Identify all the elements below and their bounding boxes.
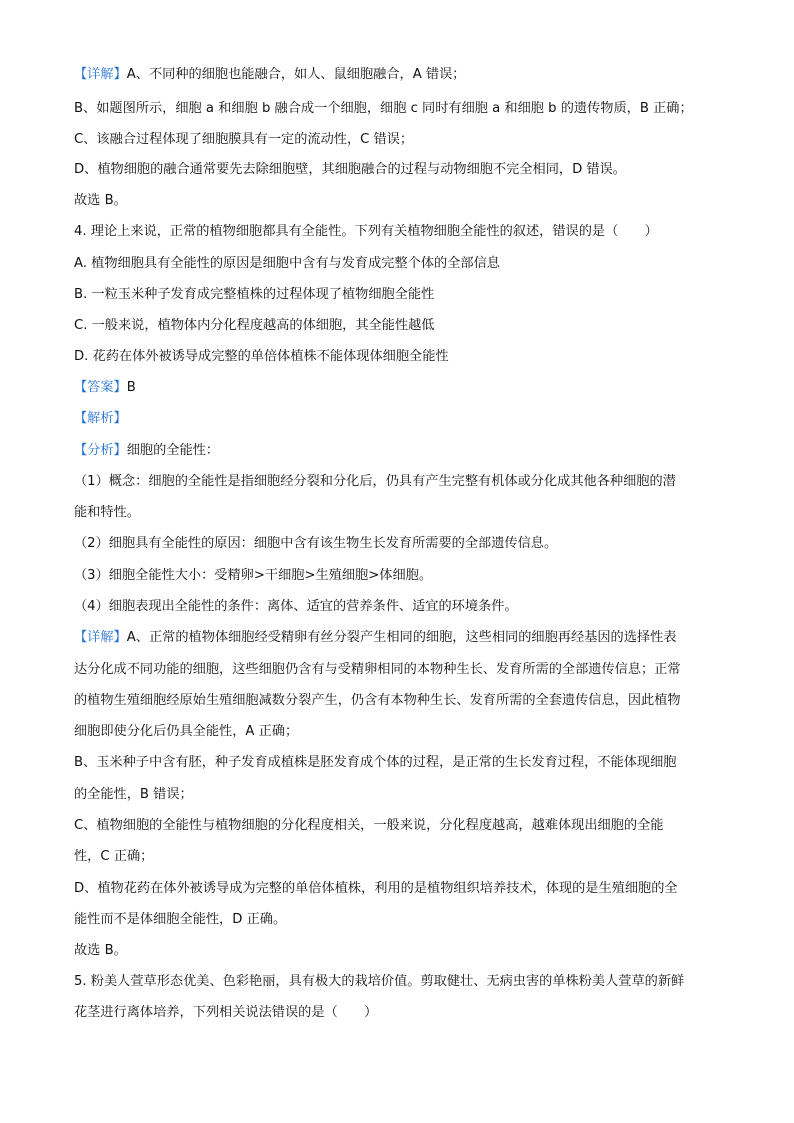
q4-stem: 4. 理论上来说，正常的植物细胞都具有全能性。下列有关植物细胞全能性的叙述，错误的是（ ） xyxy=(74,224,658,239)
q3-conclusion: 故选 B。 xyxy=(74,193,127,208)
q4-fenxi: 【分析】细胞的全能性： xyxy=(74,443,220,458)
q4-detail-line-3: 的植物生殖细胞经原始生殖细胞减数分裂产生，仍含有本物种生长、发育所需的全套遗传信息，因此植物 xyxy=(74,693,681,708)
q4-point-4: （4）细胞表现出全能性的条件：离体、适宜的营养条件、适宜的环境条件。 xyxy=(74,599,518,614)
q3-detail-line-a: 【详解】A、不同种的细胞也能融合，如人、鼠细胞融合，A 错误； xyxy=(74,67,466,82)
q4-option-d: D. 花药在体外被诱导成完整的单倍体植株不能体现体细胞全能性 xyxy=(74,349,449,364)
q4-point-1-cont: 能和特性。 xyxy=(74,505,140,520)
q4-detail-line-9: D、植物花药在体外被诱导成为完整的单倍体植株，利用的是植物组织培养技术，体现的是生殖细胞的全 xyxy=(74,881,678,896)
q4-detail-line-7: C、植物细胞的全能性与植物细胞的分化程度相关，一般来说，分化程度越高，越难体现出细胞的全能 xyxy=(74,818,664,833)
fenxi-tag: 【分析】 xyxy=(74,443,127,458)
q4-detail-line-6: 的全能性，B 错误； xyxy=(74,787,193,802)
q4-analysis-tag: 【解析】 xyxy=(74,411,127,426)
q4-detail-line-10: 能性而不是体细胞全能性，D 正确。 xyxy=(74,912,287,927)
q4-detail-line-2: 达分化成不同功能的细胞，这些细胞仍含有与受精卵相同的本物种生长、发育所需的全部遗传信息；正常 xyxy=(74,662,681,677)
q4-detail-line-1: 【详解】A、正常的植物体细胞经受精卵有丝分裂产生相同的细胞，这些相同的细胞再经基因的选择性表 xyxy=(74,630,677,645)
q4-point-2: （2）细胞具有全能性的原因：细胞中含有该生物生长发育所需要的全部遗传信息。 xyxy=(74,536,558,551)
q3-detail-line-c: C、该融合过程体现了细胞膜具有一定的流动性，C 错误； xyxy=(74,132,414,147)
q4-point-3: （3）细胞全能性大小：受精卵>干细胞>生殖细胞>体细胞。 xyxy=(74,568,433,583)
answer-tag: 【答案】 xyxy=(74,380,127,395)
q4-point-1: （1）概念：细胞的全能性是指细胞经分裂和分化后，仍具有产生完整有机体或分化成其他各种细胞的潜 xyxy=(74,474,676,489)
q4-option-b: B. 一粒玉米种子发育成完整植株的过程体现了植物细胞全能性 xyxy=(74,287,435,302)
q4-option-a: A. 植物细胞具有全能性的原因是细胞中含有与发育成完整个体的全部信息 xyxy=(74,256,500,271)
q4-detail-line-5: B、玉米种子中含有胚，种子发育成植株是胚发育成个体的过程，是正常的生长发育过程，不能体现细胞 xyxy=(74,755,677,770)
q5-stem-line-2: 花茎进行离体培养，下列相关说法错误的是（ ） xyxy=(74,1005,378,1020)
q4-detail-line-8: 性，C 正确； xyxy=(74,849,154,864)
q4-detail-line-4: 细胞即使分化后仍具全能性，A 正确； xyxy=(74,724,299,739)
q3-detail-line-b: B、如题图所示，细胞 a 和细胞 b 融合成一个细胞，细胞 c 同时有细胞 a 和细胞 b 的遗传物质，B 正确； xyxy=(74,101,693,116)
q5-stem-line-1: 5. 粉美人萱草形态优美、色彩艳丽，具有极大的栽培价值。剪取健壮、无病虫害的单株粉美人萱草的新鲜 xyxy=(74,974,685,989)
q3-detail-line-d: D、植物细胞的融合通常要先去除细胞壁，其细胞融合的过程与动物细胞不完全相同，D 错误。 xyxy=(74,162,626,177)
detail-tag: 【详解】 xyxy=(74,630,127,645)
q4-answer: 【答案】B xyxy=(74,380,136,395)
q4-conclusion: 故选 B。 xyxy=(74,943,127,958)
detail-tag: 【详解】 xyxy=(74,67,127,82)
q4-option-c: C. 一般来说，植物体内分化程度越高的体细胞，其全能性越低 xyxy=(74,318,435,333)
